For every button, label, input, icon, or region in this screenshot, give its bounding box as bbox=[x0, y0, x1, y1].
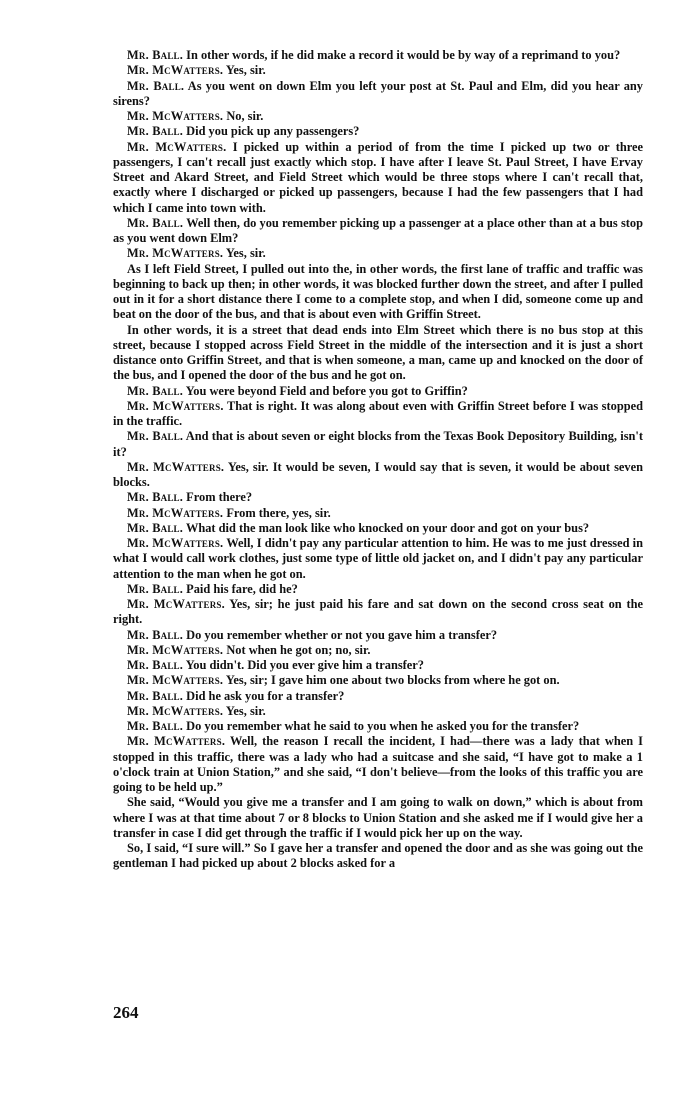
paragraph bbox=[113, 521, 643, 536]
paragraph-text: From there, yes, sir. bbox=[226, 505, 331, 520]
speaker-label: Mr. McWatters. bbox=[127, 139, 227, 154]
speaker-label: Mr. Ball. bbox=[127, 78, 185, 93]
speaker-label: Mr. McWatters. bbox=[127, 673, 224, 688]
paragraph bbox=[113, 246, 643, 261]
paragraph bbox=[113, 704, 643, 719]
speaker-label: Mr. Ball. bbox=[127, 124, 184, 139]
paragraph bbox=[113, 582, 643, 597]
speaker-label: Mr. McWatters. bbox=[127, 536, 224, 550]
paragraph-text: And that is about seven or eight blocks from the Texas Book Depository Building, isn't it? bbox=[113, 429, 643, 459]
paragraph bbox=[113, 841, 643, 872]
speaker-label: Mr. Ball. bbox=[127, 215, 184, 230]
paragraph bbox=[113, 719, 643, 734]
paragraph-text: Did you pick up any passengers? bbox=[186, 124, 360, 139]
paragraph-text: Yes, sir; he just paid his fare and sat down on the second cross seat on the right. bbox=[113, 597, 643, 627]
paragraph bbox=[113, 628, 643, 643]
testimony-page bbox=[113, 48, 643, 872]
speaker-label: Mr. Ball. bbox=[127, 719, 184, 733]
paragraph bbox=[113, 216, 643, 247]
speaker-label: Mr. McWatters. bbox=[127, 597, 225, 611]
paragraph bbox=[113, 734, 643, 795]
paragraph-text: Yes, sir. It would be seven, I would say that is seven, it would be about seven blocks. bbox=[113, 459, 644, 489]
paragraph bbox=[113, 536, 643, 582]
paragraph bbox=[113, 673, 643, 688]
paragraph bbox=[113, 323, 643, 384]
paragraph bbox=[113, 124, 643, 139]
speaker-label: Mr. McWatters. bbox=[127, 109, 224, 123]
paragraph-text: You were beyond Field and before you got to Griffin? bbox=[185, 383, 468, 398]
paragraph-text: Yes, sir. bbox=[225, 63, 266, 78]
paragraph-text: Well, I didn't pay any particular attention to him. He was to me just dressed in what I would call work clothes, just some type of little old jacket on, and I didn't pay any particular attention to the man when he got on. bbox=[113, 536, 644, 581]
paragraph bbox=[113, 109, 643, 124]
paragraph-text: No, sir. bbox=[226, 109, 264, 123]
paragraph-text: That is right. It was along about even with Griffin Street before I was stopped in the traffic. bbox=[113, 398, 643, 428]
speaker-label: Mr. McWatters. bbox=[127, 505, 224, 520]
paragraph-text: Do you remember whether or not you gave him a transfer? bbox=[186, 627, 498, 642]
paragraph-text: Yes, sir. bbox=[225, 246, 266, 261]
speaker-label: Mr. Ball. bbox=[127, 490, 184, 505]
paragraph-text: Yes, sir. bbox=[225, 703, 266, 718]
paragraph bbox=[113, 460, 643, 491]
paragraph bbox=[113, 490, 643, 505]
paragraph-text: You didn't. Did you ever give him a transfer? bbox=[185, 658, 424, 672]
paragraph bbox=[113, 262, 643, 323]
paragraph bbox=[113, 48, 643, 63]
paragraph-text: I picked up within a period of from the time I picked up two or three passengers, I can't recall just exactly which stop. I have after I leave St. Paul Street, I have Ervay Street and Akard Street, and Field Street which would be three stops where I can't recall that, exactly where I discharged or picked up passengers, because I had the few passengers that I had which I came into town with. bbox=[113, 139, 643, 215]
paragraph-text: She said, “Would you give me a transfer and I am going to walk on down,” which is about from where I was at that time about 7 or 8 blocks to Union Station and she asked me if I would give her a transfer in case I did get through the traffic if I would pick her up on the way. bbox=[113, 795, 643, 840]
paragraph bbox=[113, 63, 643, 78]
speaker-label: Mr. McWatters. bbox=[127, 63, 224, 78]
speaker-label: Mr. Ball. bbox=[127, 429, 184, 444]
speaker-label: Mr. Ball. bbox=[127, 658, 184, 672]
speaker-label: Mr. McWatters. bbox=[127, 703, 224, 718]
paragraph-text: Do you remember what he said to you when he asked you for the transfer? bbox=[186, 719, 580, 733]
speaker-label: Mr. Ball. bbox=[127, 688, 184, 703]
paragraph-text: Well, the reason I recall the incident, I had—there was a lady that when I stopped in this traffic, there was a lady who had a suitcase and she said, “I have got to make a 1 o'clock train at Union Station,” and she said, “I don't believe—from the looks of this traffic you are going to be held up.” bbox=[113, 734, 644, 794]
speaker-label: Mr. McWatters. bbox=[127, 398, 224, 413]
speaker-label: Mr. Ball. bbox=[127, 520, 184, 535]
paragraph bbox=[113, 506, 643, 521]
paragraph-text: As you went on down Elm you left your post at St. Paul and Elm, did you hear any sirens? bbox=[113, 78, 643, 108]
page-number: 264 bbox=[113, 1003, 139, 1022]
speaker-label: Mr. Ball. bbox=[127, 581, 184, 596]
paragraph-text: In other words, it is a street that dead ends into Elm Street which there is no bus stop at this street, because I stopped across Field Street in the middle of the intersection and it is just a short distance onto Griffin Street, and that is when someone, a man, came up and knocked on the door of the bus, and I opened the door of the bus and he got on. bbox=[113, 322, 643, 383]
paragraph bbox=[113, 79, 643, 110]
paragraph-text: Well then, do you remember picking up a passenger at a place other than at a bus stop as you went down Elm? bbox=[113, 215, 644, 245]
speaker-label: Mr. McWatters. bbox=[127, 734, 226, 749]
speaker-label: Mr. McWatters. bbox=[127, 246, 224, 261]
paragraph-text: So, I said, “I sure will.” So I gave her a transfer and opened the door and as she was going out the gentleman I had picked up about 2 blocks asked for a bbox=[113, 841, 643, 871]
paragraph bbox=[113, 795, 643, 841]
paragraph bbox=[113, 643, 643, 658]
paragraph-text: Paid his fare, did he? bbox=[186, 581, 298, 596]
paragraph-text: From there? bbox=[186, 490, 253, 505]
paragraph bbox=[113, 658, 643, 673]
speaker-label: Mr. McWatters. bbox=[127, 459, 225, 474]
paragraph-text: Did he ask you for a transfer? bbox=[186, 688, 345, 703]
paragraph-text: As I left Field Street, I pulled out into the, in other words, the first lane of traffic and traffic was beginning to back up then; in other words, it was blocked further down the street, and after I pulled out in it for a short distance there I come to a complete stop, and when I did, someone come up and beat on the door of the bus, and that is about even with Griffin Street. bbox=[113, 261, 643, 322]
speaker-label: Mr. Ball. bbox=[127, 627, 184, 642]
paragraph-text: What did the man look like who knocked on your door and got on your bus? bbox=[185, 520, 590, 535]
paragraph bbox=[113, 689, 643, 704]
speaker-label: Mr. Ball. bbox=[127, 48, 184, 62]
paragraph-text: In other words, if he did make a record it would be by way of a reprimand to you? bbox=[186, 48, 621, 62]
paragraph bbox=[113, 429, 643, 460]
paragraph bbox=[113, 597, 643, 628]
speaker-label: Mr. Ball. bbox=[127, 383, 184, 398]
paragraph bbox=[113, 399, 643, 430]
paragraph-text: Yes, sir; I gave him one about two blocks from where he got on. bbox=[225, 673, 560, 688]
paragraph-text: Not when he got on; no, sir. bbox=[226, 642, 371, 657]
paragraph bbox=[113, 140, 643, 216]
paragraph bbox=[113, 384, 643, 399]
speaker-label: Mr. McWatters. bbox=[127, 642, 224, 657]
